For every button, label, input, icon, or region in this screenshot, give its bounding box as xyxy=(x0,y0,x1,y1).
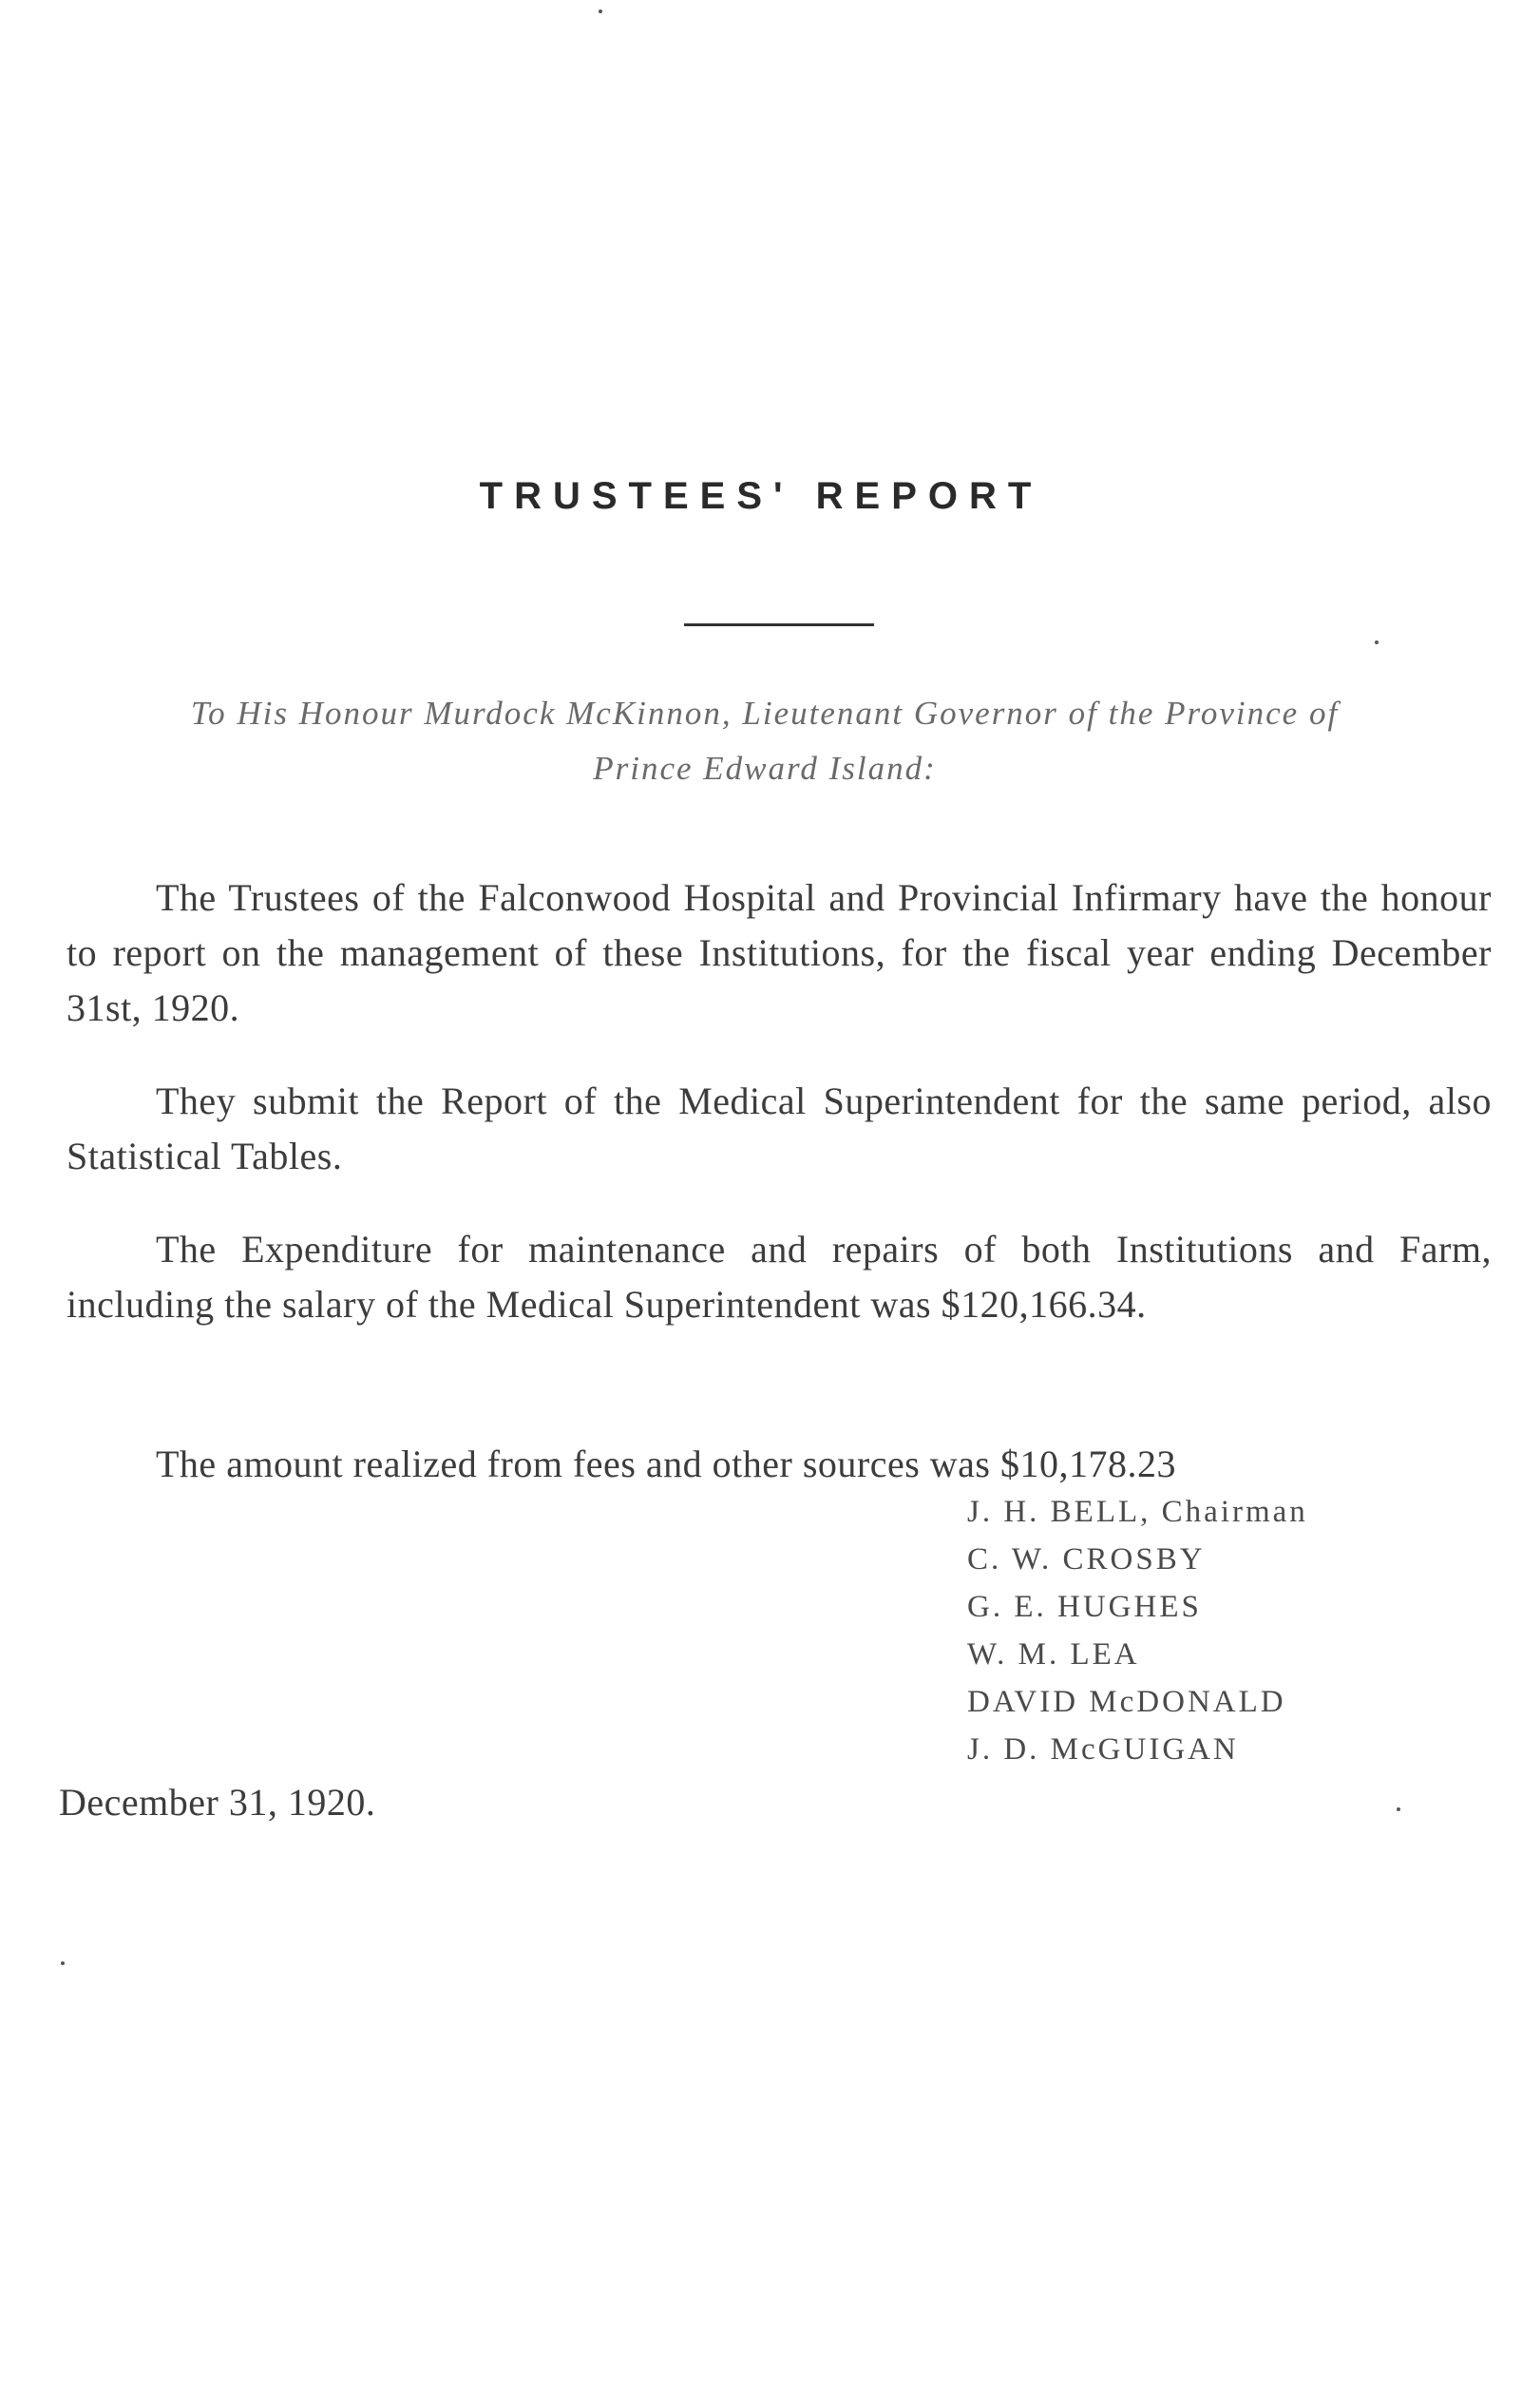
signatory: G. E. HUGHES xyxy=(967,1590,1202,1624)
title-divider xyxy=(684,623,874,626)
scan-speck xyxy=(61,1961,65,1965)
paragraph-expenditure: The Expenditure for maintenance and repairs of both Institutions and Farm, including the salary of the Medical Superintendent was $120,166.34. xyxy=(67,1228,1492,1326)
scan-speck xyxy=(599,10,602,13)
signatory: C. W. CROSBY xyxy=(967,1542,1206,1577)
signatory: J. D. McGUIGAN xyxy=(967,1732,1239,1767)
signatory: DAVID McDONALD xyxy=(967,1685,1286,1719)
signatory: W. M. LEA xyxy=(967,1637,1140,1672)
paragraph-intro: The Trustees of the Falconwood Hospital and Provincial Infirmary have the honour to report on the management of these Institutions, for the fiscal year ending December 31st, 1920. xyxy=(67,876,1492,1029)
salutation xyxy=(67,686,1463,796)
scan-speck xyxy=(1397,1807,1400,1811)
salutation-line-1: To His Honour Murdock McKinnon, Lieutenant Governor of the Province of xyxy=(190,695,1340,732)
salutation-line-2: Prince Edward Island: xyxy=(593,750,937,787)
report-date: December 31, 1920. xyxy=(59,1781,376,1824)
signatory: J. H. BELL, Chairman xyxy=(967,1495,1308,1529)
paragraph-revenue: The amount realized from fees and other sources was $10,178.23 xyxy=(156,1443,1176,1485)
signatory-list xyxy=(967,1488,1480,1773)
report-title: TRUSTEES' REPORT xyxy=(479,475,1043,517)
scan-speck xyxy=(1375,640,1379,644)
paragraph-submission: They submit the Report of the Medical Superintendent for the same period, also Statistical Tables. xyxy=(67,1080,1492,1177)
